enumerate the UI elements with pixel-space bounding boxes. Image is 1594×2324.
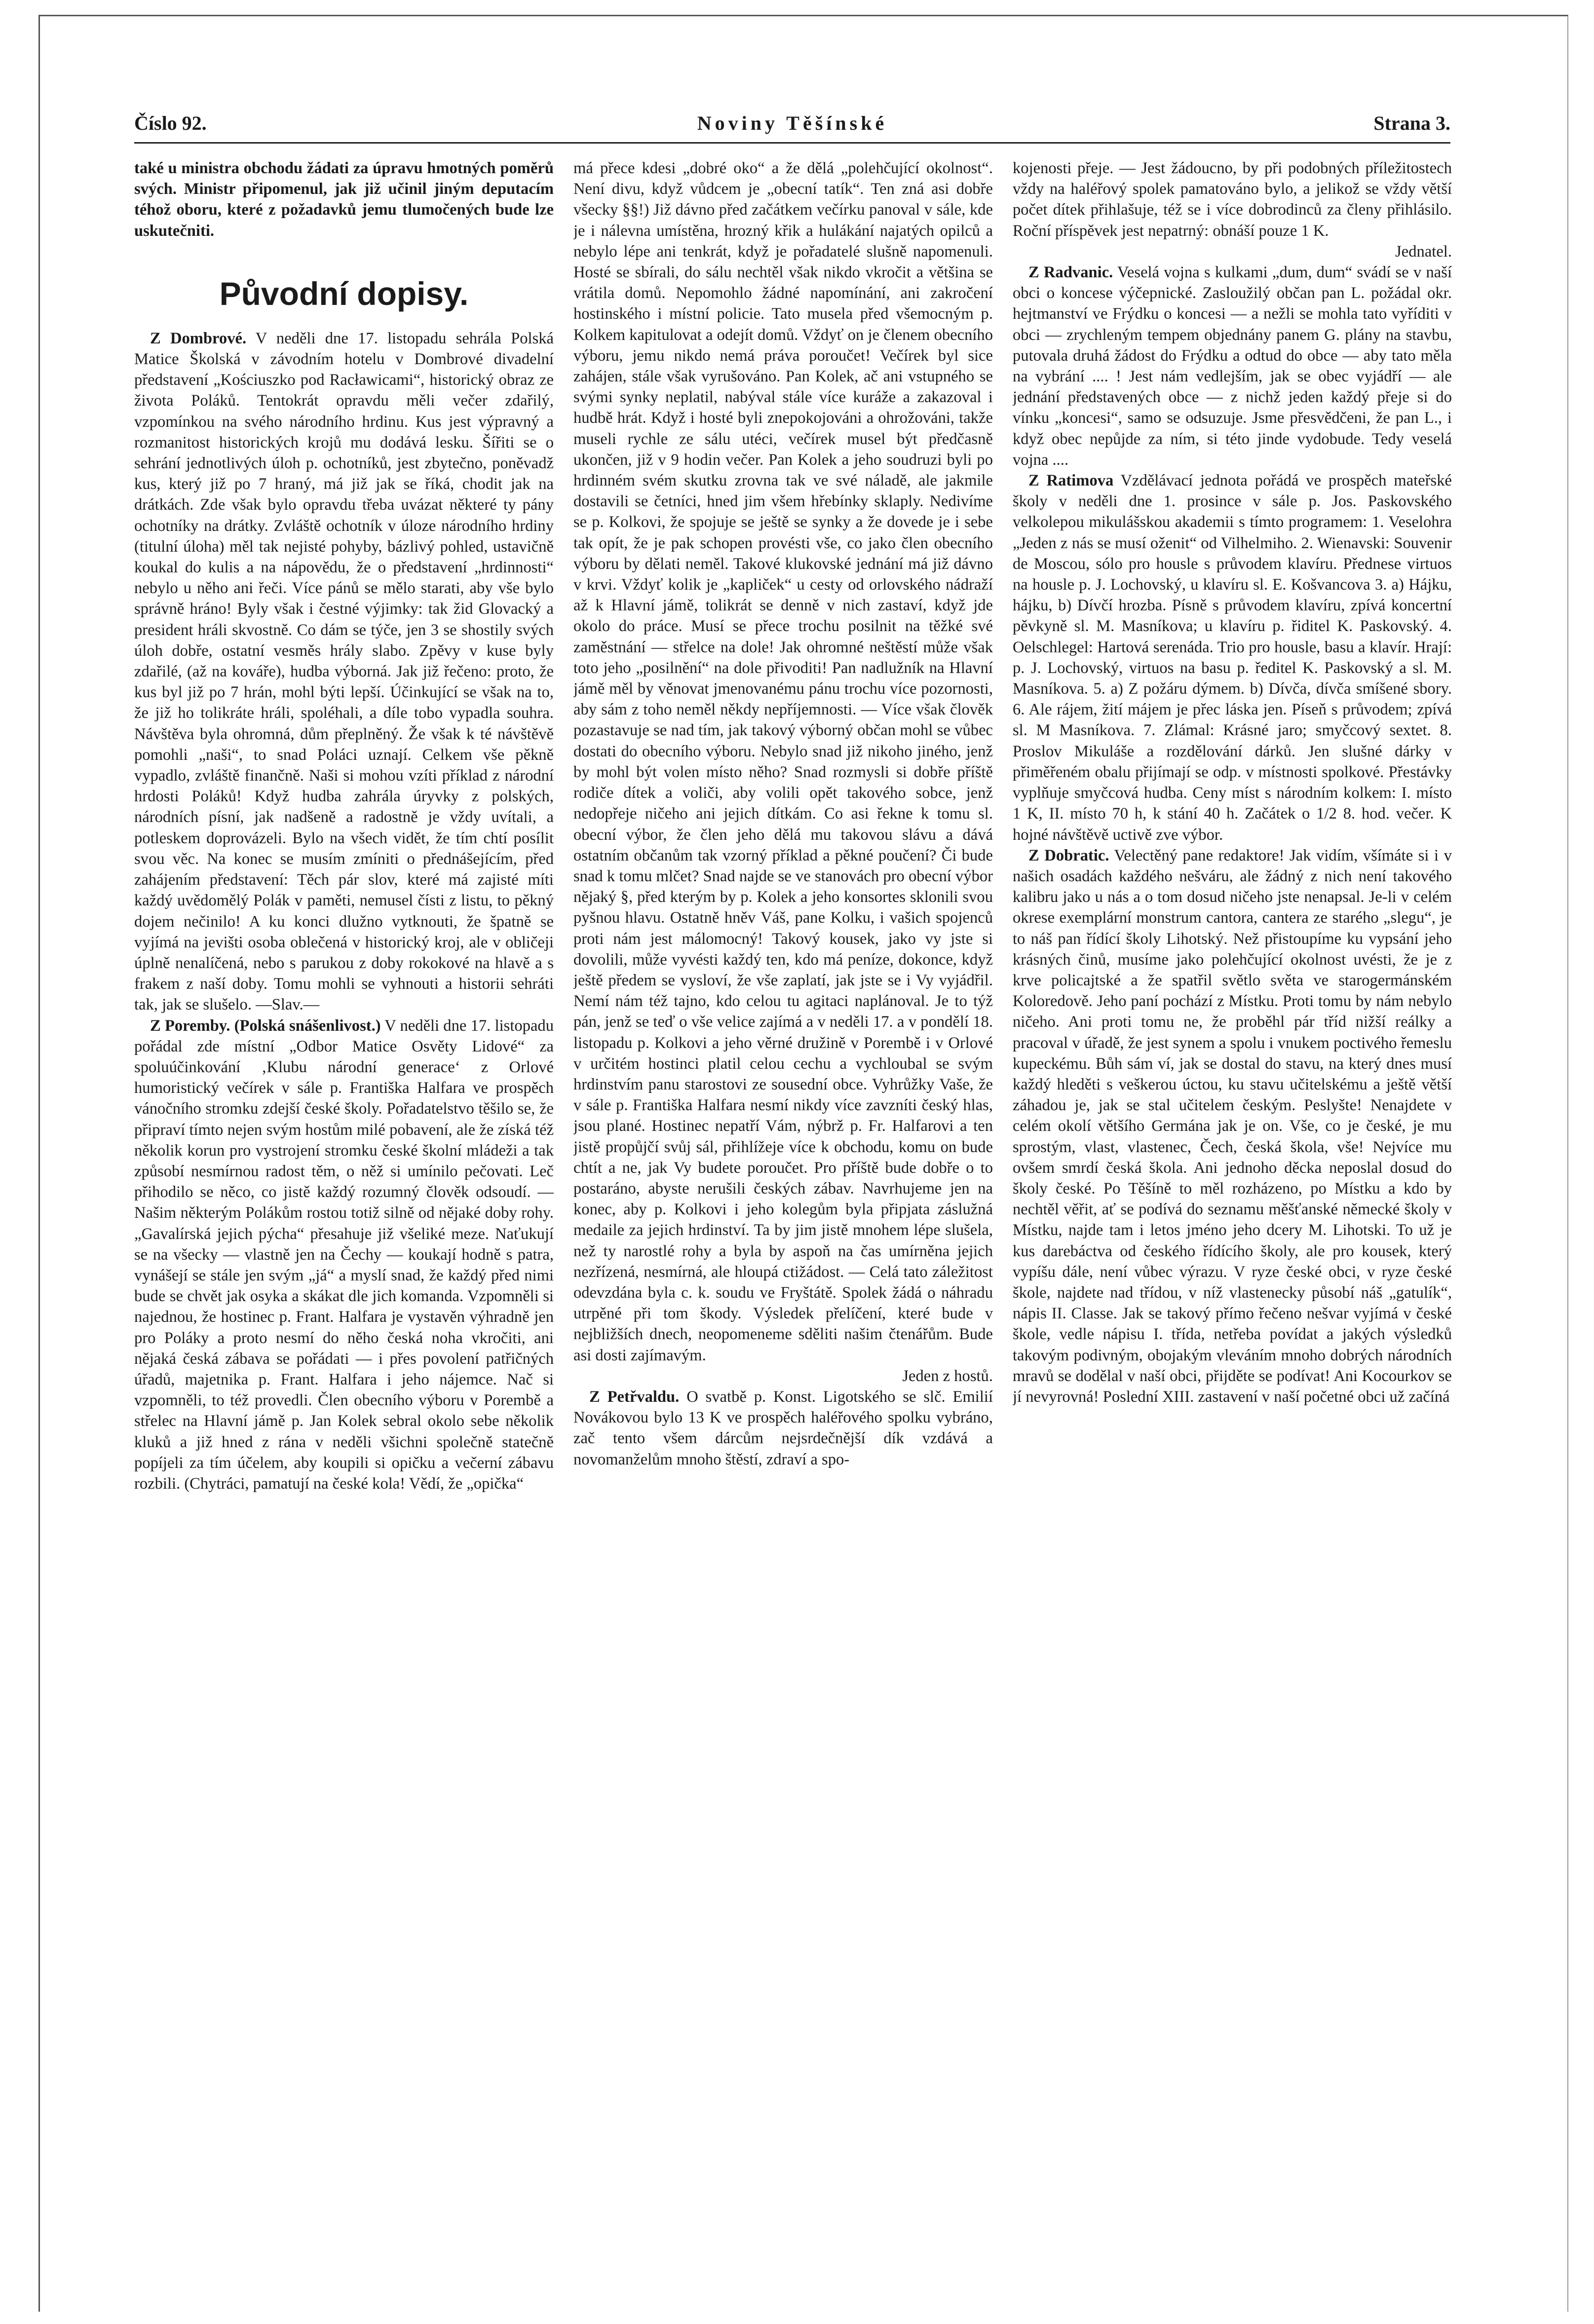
article-poremba	[134, 1015, 554, 1495]
article-petrvald-signature: Jednatel.	[1395, 242, 1452, 261]
newspaper-title: Noviny Těšínské	[697, 112, 888, 134]
article-ratimova	[1013, 470, 1452, 845]
section-title: Původní dopisy.	[219, 275, 469, 312]
article-radvanic-heading: Z Radvanic.	[1028, 263, 1113, 282]
article-dombrova-heading: Z Dombrové.	[150, 329, 247, 347]
article-petrvald-text: O svatbě p. Konst. Ligotského se slč. Emilií Novákovou bylo 13 K ve prospěch haléřového spolku vybráno, zač tento všem dárcům nejsrdečnější dík vzdává a novomanželům mnoho štěstí, zdraví a spo-	[573, 1387, 993, 1468]
header-rule	[134, 142, 1450, 144]
article-ratimova-signature: výbor.	[1182, 825, 1223, 844]
intro-paragraph: také u ministra obchodu žádati za úpravu hmotných poměrů svých. Ministr připomenul, jak již učinil jiným deputacím téhož oboru, které z požadavků jemu tlumočených bude lze uskutečniti.	[134, 159, 554, 240]
article-radvanic	[1013, 262, 1452, 470]
article-poremba-continued-text: má přece kdesi „dobré oko“ a že dělá „polehčující okolnost“. Není divu, když vůdcem je „obecní tatík“. Ten zná asi dobře všecky §§!) Již dávno před začátkem večírku panoval v sále, kde je i nálevna umístěna, hrozný křik a hulákání najatých opilců a nebylo lépe ani tenkrát, když je pořadatelé slušně napomenuli. Hosté se sbírali, do sálu nechtěl však nikdo vkročit a většina se vrátila domů. Nepomohlo žádné napomínání, ani zakročení hostinského i místní policie. Tato musela před všemocným p. Kolkem kapitulovat a odejít domů. Vždyť on je členem obecního výboru, jemu nikdo nemá práva poroučet! Večírek byl sice zahájen, stále však vyrušováno. Pan Kolek, ač ani vstupného se svými synky neplatil, nabýval stále více kuráže a zakazoval i hudbě hrát. Když i hosté byli znepokojováni a ohrožováni, takže museli rychle ze sálu utéci, večírek musel být předčasně ukončen, již v 9 hodin večer. Pan Kolek a jeho soudruzi byli po hrdinném svém skutku zrovna tak ve své náladě, ale jakmile dostavili se četníci, hned jim všem hřebínky sklaply. Nedivíme se p. Kolkovi, že spojuje se ještě se synky a že dovede je i sebe tak opít, že je pak schopen provésti vše, co jako člen obecního výboru by dělati neměl. Takové klukovské jednání má již dávno v krvi. Vždyť kolik je „kapliček“ u cesty od orlovského nádraží až k Hlavní jámě, tolikrát se denně v nich zastaví, když jde okolo do práce. Musí se přece trochu posilnit na těžké své zaměstnání — střelce na dole! Jak ohromné neštěstí může však toto jeho „posilnění“ na dole přivoditi! Pan nadlužník na Hlavní jámě měl by věnovat jmenovanému pánu trochu více pozornosti, aby sám z toho neměl někdy nepříjemnosti. — Více však člověk pozastavuje se nad tím, jak takový výborný občan mohl se vůbec dostati do obecního výboru. Nebylo snad již nikoho jiného, jenž by mohl být volen místo něho? Snad rozmysli si dobře příště rodiče dítek a voliči, aby volili opět takového sobce, jenž nedopřeje ničeho ani jejich dítkám. Co asi řekne k tomu sl. obecní výbor, že člen jeho dělá mu takovou slávu a dává ostatním občanům tak vzorný příklad a pěkné poučení? Či bude snad k tomu mlčet? Snad najde se ve stanovách pro obecní výbor nějaký §, před kterým by p. Kolek a jeho konsortes sklonili svou pyšnou hlavu. Ostatně hněv Váš, pane Kolku, i vašich spojenců proti nám jest málomocný! Takový kousek, jako vy jste si dovolili, může vyvésti každý ten, kdo má peníze, dokonce, když ještě předem se vysloví, že vše zaplatí, jak jste se i Vy vyjádřil. Nemí nám též tajno, kdo celou tu agitaci naplánoval. Je to týž pán, jenž se teď o vše velice zajímá a v neděli 17. a v pondělí 18. listopadu p. Kolkovi a jeho věrné družině v Porembě i v Orlové v určitém hostinci platil celou cechu a vychloubal se svým hrdinstvím panu starostovi ze sousední obce. Vyhrůžky Vaše, že v sále p. Františka Halfara nesmí nikdy více zavzníti český hlas, jsou plané. Hostinec nepatří Vám, nýbrž p. Fr. Halfarovi a ten jistě propůjčí svůj sál, přihlížeje více k obchodu, komu on bude chtít a ne, jak Vy budete poroučet. Pro příště bude dobře o to postaráno, abyste nerušili českých zábav. Navrhujeme jen na konec, aby p. Kolkovi i jeho kolegům byla připjata záslužná medaile za jejich hrdinství. Ta by jim jistě mnohem lépe slušela, než ty narostlé rohy a byla by aspoň na čas umírněna jejich nezřízená, nesmírná, ale hloupá ctižádost. — Celá tato záležitost odevzdána byla c. k. soudu ve Fryštátě. Spolek žádá o náhradu utrpěné při tom škody. Výsledek přelíčení, které bude v nejbližších dnech, neopomeneme sděliti našim čtenářům. Bude asi dosti zajímavým.	[573, 159, 993, 1364]
article-radvanic-text: Veselá vojna s kulkami „dum, dum“ svádí se v naší obci o koncese výčepnické. Zasloužilý občan pan L. požádal okr. hejtmanství ve Frýdku o koncesi — a nežli se mohla tato vyříditi v obci — zrychleným tempem objednány panem G. plány na stavbu, putovala druhá žádost do Frýdku a odtud do obce — aby tato měla na vybrání .... ! Jest nám vedlejším, jak se obec vyjádří — ale jednání představených obce — z nichž jeden každý přeje si do vínku „koncesi“, samo se odsuzuje. Jsme přesvědčeni, že pan L., i když obec nepůjde za ním, si této jinde vydobude. Tedy veselá vojna ....	[1013, 263, 1452, 469]
article-dobratic	[1013, 845, 1452, 1407]
article-ratimova-heading: Z Ratimova	[1028, 472, 1114, 490]
article-dombrova-signature: —Slav.—	[256, 996, 320, 1014]
article-dobratic-heading: Z Dobratic.	[1028, 846, 1109, 864]
article-dombrova	[134, 328, 554, 1015]
article-dobratic-text: Velectěný pane redaktore! Jak vidím, všímáte si i v našich osadách každého nešváru, ale žádný z nich není takového kalibru jako u nás a o tom dosud ničeho jste nenapsal. Je-li v celém okrese exemplární monstrum cantora, cantera ze starého „slegu“, je to náš pan řídící školy Lihotský. Než přistoupíme ku vypsání jeho krásných činů, musíme jako polehčující okolnost uvésti, že je z krve policajtské a že spatřil světlo světa ve starogermánském Koloredově. Jeho paní pochází z Místku. Proti tomu by nám nebylo ničeho. Ani proti tomu ne, že proběhl pár tříd nižší reálky a pracoval v úřadě, že jest synem a spolu i vnukem poctivého řemeslu kupeckému. Bůh sám ví, jak se dostal do stavu, na který dnes musí každý hleděti s veškerou úctou, ku stavu učitelskému a ještě větší záhadou je, jak se stal učitelem českým. Peslyšte! Nenajdete v celém okolí většího Germána jak je on. Vše, co je české, je mu sprostým, vlast, vlastenec, Čech, česká škola, vše! Nejvíce mu ovšem smrdí česká škola. Ani jednoho děcka neposlal dosud do školy české. Po Těšíně to měl rozházeno, po Místku a kdo by nechtěl věřit, ať se podívá do seznamu měšťanské německé školy v Místku, najde tam i letos jméno jeho dcery M. Lihotski. To už je kus darebáctva od českého řídícího školy, ale pro kousek, který vypíšu dále, není vůbec výrazu. V ryze české obci, v ryze české škole, najdete nad třídou, v níž vlastenecky působí náš „gatulík“, nápis II. Classe. Jak se takový přímo řečeno nešvar vyjímá v české škole, vedle nápisu I. třída, netřeba povídat a jakých výsledků takovým podivným, obojakým vleváním mnoho dobrých národních mravů se dodělal v naší obci, přijděte se podívat! Ani Kocourkov se jí nevyrovná! Poslední XIII. zastavení v naší početné obci už začíná	[1013, 846, 1452, 1406]
page-header	[134, 112, 1450, 141]
article-poremba-signature: Jeden z hostů.	[902, 1367, 993, 1385]
article-petrvald-heading: Z Petřvaldu.	[589, 1387, 680, 1406]
issue-number: Číslo 92.	[134, 112, 207, 134]
column-3	[1013, 158, 1452, 2245]
page-number: Strana 3.	[1373, 112, 1450, 134]
article-petrvald	[573, 1387, 993, 1470]
column-2	[573, 158, 993, 2245]
article-petrvald-continued: kojenosti přeje. — Jest žádoucno, by při podobných příležitostech vždy na haléřový spolek pamatováno bylo, a jelikož se vždy větší počet dítek přihlašuje, též se i více dobrodinců za členy přihlásilo. Roční příspěvek jest nepatrný: obnáší pouze 1 K.	[1013, 159, 1452, 240]
article-ratimova-text: Vzdělávací jednota pořádá ve prospěch mateřské školy v neděli dne 1. prosince v sále p. Jos. Paskovského velkolepou mikulášskou akademii s tímto programem: 1. Veselohra „Jeden z nás se musí oženit“ od Vilhelmiho. 2. Wienavski: Souvenir de Moscou, sólo pro housle s průvodem klavíru. Přednese virtuos na housle p. J. Lochovský, u klavíru sl. E. Košvancova 3. a) Hájku, hájku, b) Dívčí hrozba. Písně s průvodem klavíru, zpívá koncertní pěvkyně sl. M. Masníkova; u klavíru p. řiditel K. Paskovský. 4. Oelschlegel: Hartová serenáda. Trio pro housle, basu a klavír. Hrají: p. J. Lochovský, virtuos na basu p. ředitel K. Paskovský a sl. M. Masníkova. 5. a) Z požáru dýmem. b) Dívča, dívča smíšené sbory. 6. Ale rájem, žití májem je přec láska jen. Píseň s průvodem; zpívá sl. M Masníkova. 7. Zlámal: Krásné jaro; smyčcový sextet. 8. Proslov Mikuláše a rozdělování dárků. Jen slušné dárky v přiměřeném obalu přijímají se odp. v místnosti spolkové. Přestávky vyplňuje smyčcová hudba. Ceny míst s národním kolkem: I. místo 1 K, II. místo 70 h, k stání 40 h. Začátek o 1/2 8. hod. večer. K hojné návštěvě uctivě zve	[1013, 472, 1452, 844]
column-1	[134, 158, 554, 2245]
article-poremba-heading: Z Poremby. (Polská snášenlivost.)	[150, 1016, 381, 1035]
article-dombrova-text: V neděli dne 17. listopadu sehrála Polská Matice Školská v závodním hotelu v Dombrové divadelní představení „Kościuszko pod Racławicami“, historický obraz ze života Poláků. Tentokrát opravdu měli večer zdařilý, vzpomínkou na svého národního hrdinu. Kus jest výpravný a rozmanitost historických krojů mu dodává lesku. Šířiti se o sehrání jednotlivých úloh p. ochotníků, jest zbytečno, poněvadž kus, který již po 7 hraný, má již jak se říká, chodit jak na drátkách. Zde však bylo opravdu třeba uvázat některé ty pány ochotníky na drátky. Zvláště ochotník v úloze národního hrdiny (titulní úloha) měl tak nejisté pohyby, bázlivý pohled, ustavičně koukal do kulis a na nápovědu, že o představení „hrdinnosti“ nebylo u něho ani řeči. Více pánů se mělo starati, aby vše bylo správně hráno! Byly však i čestné výjimky: tak žid Glovacký a president hráli skvostně. Co dám se týče, jen 3 se shostily svých úloh dobře, ostatní vesměs hrály slabo. Zpěvy v kuse byly zdařilé, (až na kováře), hudba výborná. Jak již řečeno: proto, že kus byl již po 7 hrán, mohl býti lepší. Účinkující se však na to, že již ho tolikráte hráli, spoléhali, a díle tobo vypadla souhra. Návštěva byla ohromná, dům přeplněný. Že však k té návštěvě pomohli „naši“, to snad Poláci uznají. Celkem vše pěkně vypadlo, zvláště finančně. Naši si mohou vzíti příklad z národní hrdosti Poláků! Když hudba zahrála úryvky z polských, národních písní, jak nadšeně a radostně je vždy uvítali, a potleskem doprovázeli. Bylo na všech vidět, že tím chtí posílit svou věc. Na konec se musím zmíniti o přednášejícím, před zahájením představení: Těch pár slov, které má zajisté míti každý uvědomělý Polák v paměti, nemusel čísti z listu, to pěkný dojem nečinilo! A ku konci dlužno vytknouti, že špatně se vyjímá na jevišti osoba oblečená v historický kroj, ale v obličeji úplně nenalíčená, nebo s parukou z doby rokokové na hlavě a s frakem z naší doby. Tomu mohli se vyhnouti a historii sehráti tak, jak se slušelo.	[134, 329, 554, 1014]
article-poremba-text: V neděli dne 17. listopadu pořádal zde místní „Odbor Matice Osvěty Lidové“ za spoluúčinkování ‚Klubu národní generace‘ z Orlové humoristický večírek v sále p. Františka Halfara ve prospěch vánočního stromku zdejší české školy. Pořadatelstvo těšilo se, že připraví tímto nejen svým hostům milé pobavení, ale že získá též několik korun pro vystrojení stromku české školní mládeži a tak způsobí nesmírnou radost těm, o něž si umínilo pečovati. Leč přihodilo se něco, co jistě každý rozumný člověk odsoudí. — Našim některým Polákům rostou totiž silně od nějaké doby rohy. „Gavalírská jejich pýcha“ přesahuje již všeliké meze. Naťukují se na všecky — vlastně jen na Čechy — koukají hodně s patra, vynášejí se stále jen svým „já“ a myslí snad, že každý před nimi bude se chvět jak osyka a skákat dle jich komanda. Vzpomněli si najednou, že hostinec p. Frant. Halfara je vystavěn výhradně jen pro Poláky a proto nesmí do něho česká noha vkročiti, ani nějaká česká zábava se pořádati — i přes povolení patřičných úřadů, majetnika p. Frant. Halfara i jeho nájemce. Nač si vzpomněli, to též provedli. Člen obecního výboru v Porembě a střelec na Hlavní jámě p. Jan Kolek sebral okolo sebe několik kluků a již hned z rána v neděli všichni společně statečně popíjeli za tím účelem, aby koupili si opičku a večerní zábavu rozbili. (Chytráci, pamatují na české kola! Vědí, že „opička“	[134, 1016, 554, 1493]
article-poremba-continued	[573, 158, 993, 1366]
